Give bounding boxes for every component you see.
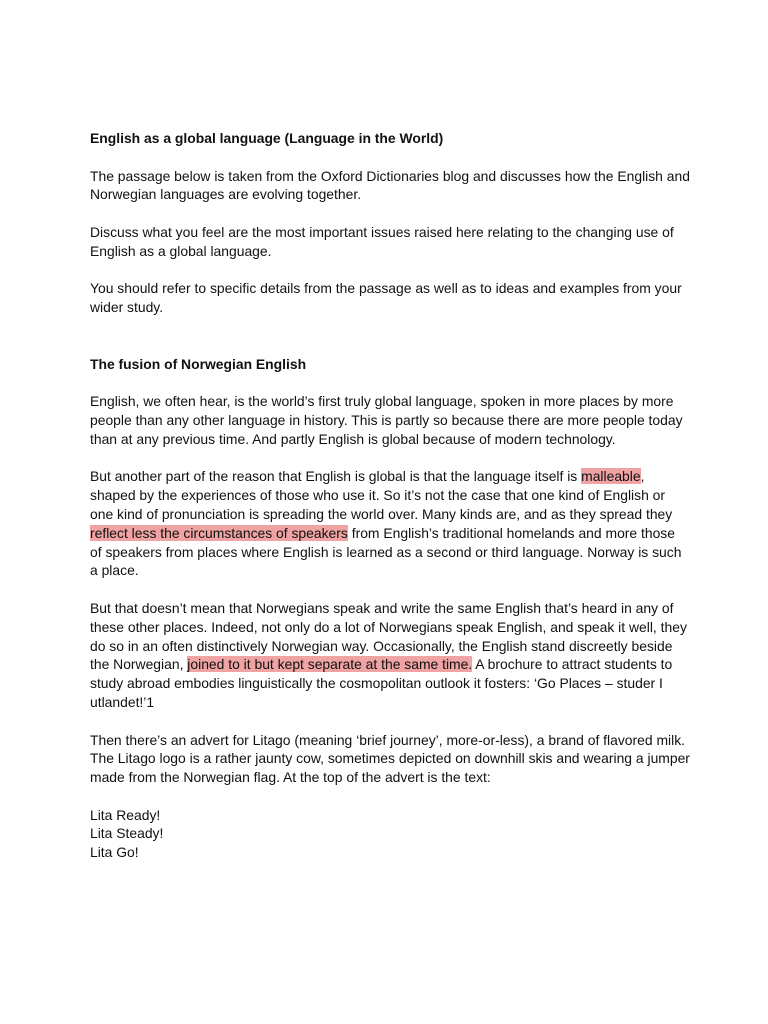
paragraph-text: But another part of the reason that English is global is that the language itself is (90, 468, 582, 485)
intro-paragraph-1: The passage below is taken from the Oxford Dictionaries blog and discusses how the English and Norwegian languages are evolving together. (90, 167, 690, 203)
highlighted-text: malleable (581, 468, 641, 485)
body-paragraph-4: Then there’s an advert for Litago (meaning ‘brief journey’, more-or-less), a brand of flavored milk. The Litago logo is a rather jaunty cow, sometimes depicted on downhill skis and wearing a jumper made from the Norwegian flag. At the top of the advert is the text: (90, 731, 690, 786)
slogan-line: Lita Go! (90, 844, 139, 861)
slogan-line: Lita Ready! (90, 806, 161, 823)
body-paragraph-3 (90, 599, 690, 712)
paragraph-text: A brochure to attract students to study abroad embodies linguistically the cosmopolitan outlook it fosters: ‘Go Places – studer I utlandet!’1 (90, 656, 673, 710)
intro-paragraph-2: Discuss what you feel are the most important issues raised here relating to the changing use of English as a global language. (90, 223, 674, 259)
paragraph-text: , shaped by the experiences of those who use it. So it’s not the case that one kind of English or one kind of pronunciation is spreading the world over. Many kinds are, and as they spread they (90, 468, 673, 522)
highlighted-text: joined to it but kept separate at the same time. (187, 656, 473, 673)
highlighted-text: reflect less the circumstances of speakers (90, 524, 348, 541)
body-paragraph-1: English, we often hear, is the world’s first truly global language, spoken in more places by more people than any other language in history. This is partly so because there are more people today than at any previous time. And partly English is global because of modern technology. (90, 393, 683, 447)
section-title: The fusion of Norwegian English (90, 355, 307, 372)
slogan-line: Lita Steady! (90, 825, 164, 842)
intro-paragraph-3: You should refer to specific details from the passage as well as to ideas and examples from your wider study. (90, 280, 682, 316)
document-title: English as a global language (Language in the World) (90, 130, 444, 146)
document-page (90, 129, 690, 862)
paragraph-text: But that doesn’t mean that Norwegians speak and write the same English that’s heard in any of these other places. Indeed, not only do a lot of Norwegians speak English, and speak it well, they do so in an often distinctively Norwegian way. Occasionally, the English stand discreetly beside the Norwegian, (90, 599, 687, 673)
paragraph-text: from English’s traditional homelands and more those of speakers from places where English is learned as a second or third language. Norway is such a place. (90, 524, 682, 579)
slogan-block (90, 806, 690, 862)
body-paragraph-2 (90, 467, 690, 580)
